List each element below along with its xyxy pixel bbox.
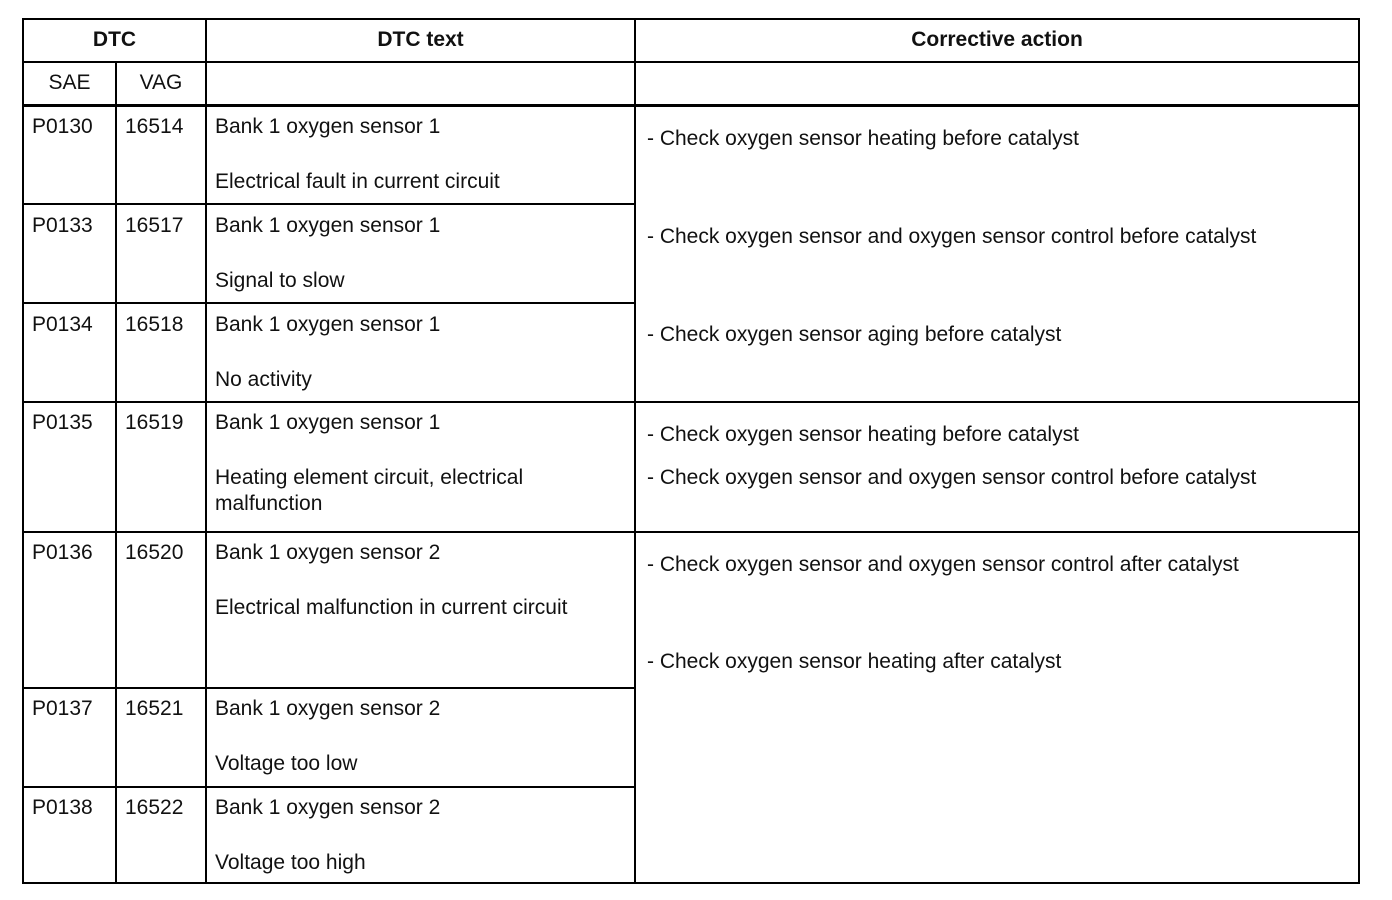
row-dtc-description: No activity xyxy=(215,368,312,391)
group-divider xyxy=(22,531,1360,533)
row-dtc-description: Signal to slow xyxy=(215,269,345,292)
row-sae-code: P0134 xyxy=(32,313,93,336)
row-sae-code: P0136 xyxy=(32,541,93,564)
row-vag-code: 16514 xyxy=(125,115,184,138)
header-vag: VAG xyxy=(139,71,183,94)
header-corrective-action: Corrective action xyxy=(911,28,1083,51)
row-dtc-description: Voltage too low xyxy=(215,752,358,775)
table-border-top xyxy=(22,18,1360,20)
row-sae-code: P0135 xyxy=(32,411,93,434)
table-border-right xyxy=(1358,18,1360,884)
row-sae-code: P0137 xyxy=(32,697,93,720)
corrective-action-item: - Check oxygen sensor heating after catalyst xyxy=(647,650,1062,673)
row-vag-code: 16521 xyxy=(125,697,184,720)
row-sae-code: P0138 xyxy=(32,796,93,819)
row-dtc-title: Bank 1 oxygen sensor 2 xyxy=(215,697,441,720)
table-border-left xyxy=(22,18,24,884)
table-border-bottom xyxy=(22,882,1360,884)
corrective-action-item: - Check oxygen sensor and oxygen sensor control before catalyst xyxy=(647,225,1257,248)
row-dtc-description: Heating element circuit, electrical malfunction xyxy=(215,466,524,515)
row-dtc-title: Bank 1 oxygen sensor 1 xyxy=(215,214,441,237)
row-divider xyxy=(22,302,635,304)
header-bottom-border xyxy=(22,104,1360,107)
corrective-action-item: - Check oxygen sensor heating before catalyst xyxy=(647,127,1079,150)
row-divider xyxy=(22,687,635,689)
corrective-action-item: - Check oxygen sensor and oxygen sensor control before catalyst xyxy=(647,466,1257,489)
row-dtc-title: Bank 1 oxygen sensor 1 xyxy=(215,313,441,336)
header-dtc: DTC xyxy=(92,28,137,51)
header-sae: SAE xyxy=(48,71,91,94)
row-dtc-title: Bank 1 oxygen sensor 1 xyxy=(215,115,441,138)
row-vag-code: 16517 xyxy=(125,214,184,237)
row-dtc-title: Bank 1 oxygen sensor 1 xyxy=(215,411,441,434)
row-vag-code: 16522 xyxy=(125,796,184,819)
row-dtc-title: Bank 1 oxygen sensor 2 xyxy=(215,541,441,564)
row-dtc-description: Electrical malfunction in current circuit xyxy=(215,596,568,619)
row-dtc-title: Bank 1 oxygen sensor 2 xyxy=(215,796,441,819)
group-divider xyxy=(22,401,1360,403)
row-vag-code: 16519 xyxy=(125,411,184,434)
row-sae-code: P0130 xyxy=(32,115,93,138)
header-divider xyxy=(22,61,1360,63)
dtc-table xyxy=(22,18,1360,884)
row-dtc-description: Electrical fault in current circuit xyxy=(215,170,500,193)
corrective-action-item: - Check oxygen sensor heating before catalyst xyxy=(647,423,1079,446)
row-divider xyxy=(22,203,635,205)
row-sae-code: P0133 xyxy=(32,214,93,237)
sae-vag-divider xyxy=(115,61,117,884)
corrective-action-item: - Check oxygen sensor and oxygen sensor control after catalyst xyxy=(647,553,1239,576)
corrective-action-item: - Check oxygen sensor aging before catalyst xyxy=(647,323,1062,346)
row-vag-code: 16520 xyxy=(125,541,184,564)
row-dtc-description: Voltage too high xyxy=(215,851,366,874)
action-divider xyxy=(634,18,636,884)
dtc-text-divider xyxy=(205,18,207,884)
row-divider xyxy=(22,786,635,788)
row-vag-code: 16518 xyxy=(125,313,184,336)
header-dtc-text: DTC text xyxy=(377,28,464,51)
